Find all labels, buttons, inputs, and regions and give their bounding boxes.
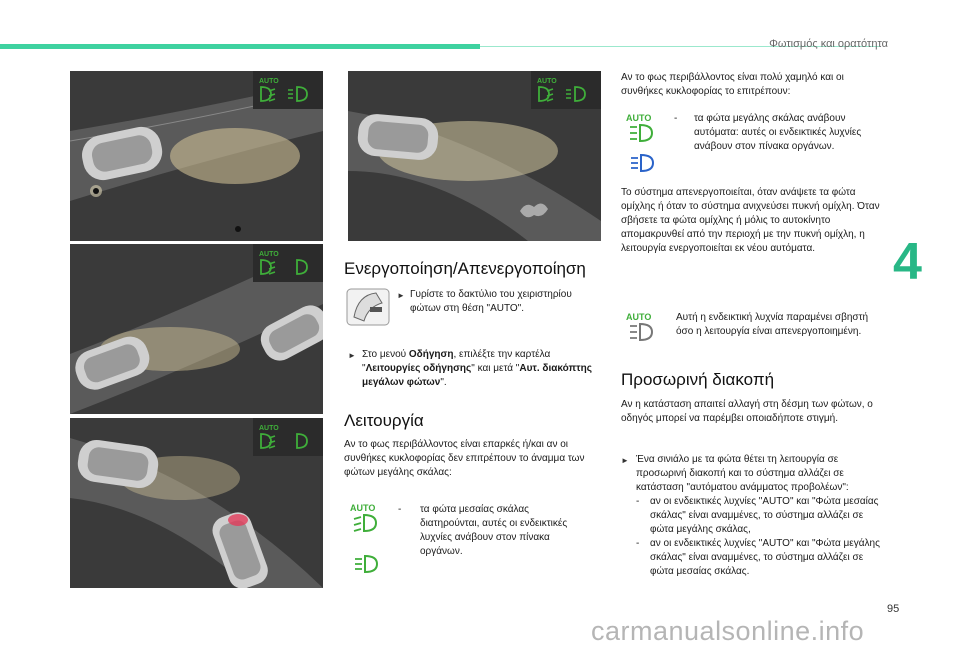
page-number: 95: [887, 603, 900, 615]
header-accent-bar: [0, 44, 480, 49]
heading-function: Λειτουργία: [344, 411, 424, 430]
bullet-dash: -: [636, 538, 640, 549]
illustration-night-road-3: [70, 418, 323, 588]
indicator-remains-off: Αυτή η ενδεικτική λυχνία παραμένει σβηστή όσο η λειτουργία είναι απενεργοποιημένη.: [676, 312, 869, 337]
instrument-panel: [531, 71, 601, 109]
auto-low-beam-icon: [350, 502, 384, 539]
temporary-step: Ένα σινιάλο με τα φώτα θέτει τη λειτουργία σε προσωρινή διακοπή και το σύστημα αλλάζει σε κατάσταση "αυτόματου ανάμματος προβολέων":: [636, 454, 849, 493]
auto-high-beam-icon: [626, 112, 660, 149]
step-turn-ring: Γυρίστε το δακτύλιο του χειριστηρίου φώτων στη θέση "AUTO".: [410, 289, 572, 314]
light-stalk-icon: [346, 287, 390, 332]
temporary-sub1: αν οι ενδεικτικές λυχνίες "AUTO" και "Φώτα μεσαίας σκάλας" είναι αναμμένες, το σύστημα αλλάζει σε φώτα μεγάλης σκάλας,: [650, 496, 879, 535]
bullet-dash: -: [636, 496, 640, 507]
heading-activation: Ενεργοποίηση/Απενεργοποίηση: [344, 259, 586, 278]
step-menu-driving: Στο μενού Οδήγηση, επιλέξτε την καρτέλα "Λειτουργίες οδήγησης" και μετά "Αυτ. διακόπτης μεγάλων φώτων".: [362, 349, 592, 388]
function-text: Αν το φως περιβάλλοντος είναι επαρκές ή/και αν οι συνθήκες κυκλοφορίας δεν επιτρέπουν το άναμμα των φώτων μεγάλης σκάλας:: [344, 439, 585, 478]
illustration-night-road-2: [70, 244, 323, 414]
svg-text:AUTO: AUTO: [626, 113, 652, 123]
high-beam-bullet: τα φώτα μεγάλης σκάλας ανάβουν αυτόματα: αυτές οι ενδεικτικές λυχνίες ανάβουν στον πίνακα οργάνων.: [694, 113, 862, 152]
step-marker-icon: ►: [621, 456, 629, 465]
watermark: carmanualsonline.info: [591, 616, 865, 646]
svg-text:AUTO: AUTO: [259, 425, 279, 432]
illustration-night-road-1: [70, 71, 323, 241]
svg-text:AUTO: AUTO: [259, 251, 279, 258]
temporary-text: Αν η κατάσταση απαιτεί αλλαγή στη δέσμη των φώτων, ο οδηγός μπορεί να παρέμβει οποιαδήποτε στιγμή.: [621, 399, 873, 424]
bullet-dash: -: [398, 504, 402, 515]
bullet-dash: -: [674, 113, 678, 124]
svg-text:AUTO: AUTO: [350, 503, 376, 513]
deactivation-text: Το σύστημα απενεργοποιείται, όταν ανάψετε τα φώτα ομίχλης ή όταν το σύστημα ανιχνεύσει πυκνή ομίχλη. Όταν σβήσετε τα φώτα ομίχλης ή μόλις το αυτοκίνητο απομακρυνθεί από την περιοχή με την πυκνή ομίχλη, η λειτουργία ενεργοποιείται εκ νέου αυτόματα.: [621, 187, 880, 254]
instrument-panel: [253, 418, 323, 456]
function-bullet: τα φώτα μεσαίας σκάλας διατηρούνται, αυτές οι ενδεικτικές λυχνίες ανάβουν στον πίνακα οργάνων.: [420, 504, 568, 557]
svg-text:AUTO: AUTO: [259, 78, 279, 85]
instrument-panel: [253, 71, 323, 109]
chapter-number: 4: [893, 233, 922, 291]
intro-low-light: Αν το φως περιβάλλοντος είναι πολύ χαμηλό και οι συνθήκες κυκλοφορίας το επιτρέπουν:: [621, 72, 844, 97]
illustration-night-road-4: [348, 71, 601, 241]
heading-temporary-pause: Προσωρινή διακοπή: [621, 370, 775, 389]
step-marker-icon: ►: [397, 291, 405, 300]
auto-gray-icon: [626, 311, 660, 348]
high-beam-gray-icon: [352, 554, 382, 579]
high-beam-blue-icon: [628, 153, 658, 178]
svg-text:AUTO: AUTO: [626, 312, 652, 322]
svg-text:AUTO: AUTO: [537, 78, 557, 85]
temporary-sub2: αν οι ενδεικτικές λυχνίες "AUTO" και "Φώτα μεγάλης σκάλας" είναι αναμμένες, το σύστημα αλλάζει σε φώτα μεσαίας σκάλας.: [650, 538, 880, 577]
section-title: Φωτισμός και ορατότητα: [769, 38, 888, 50]
instrument-panel: [253, 244, 323, 282]
step-marker-icon: ►: [348, 351, 356, 360]
